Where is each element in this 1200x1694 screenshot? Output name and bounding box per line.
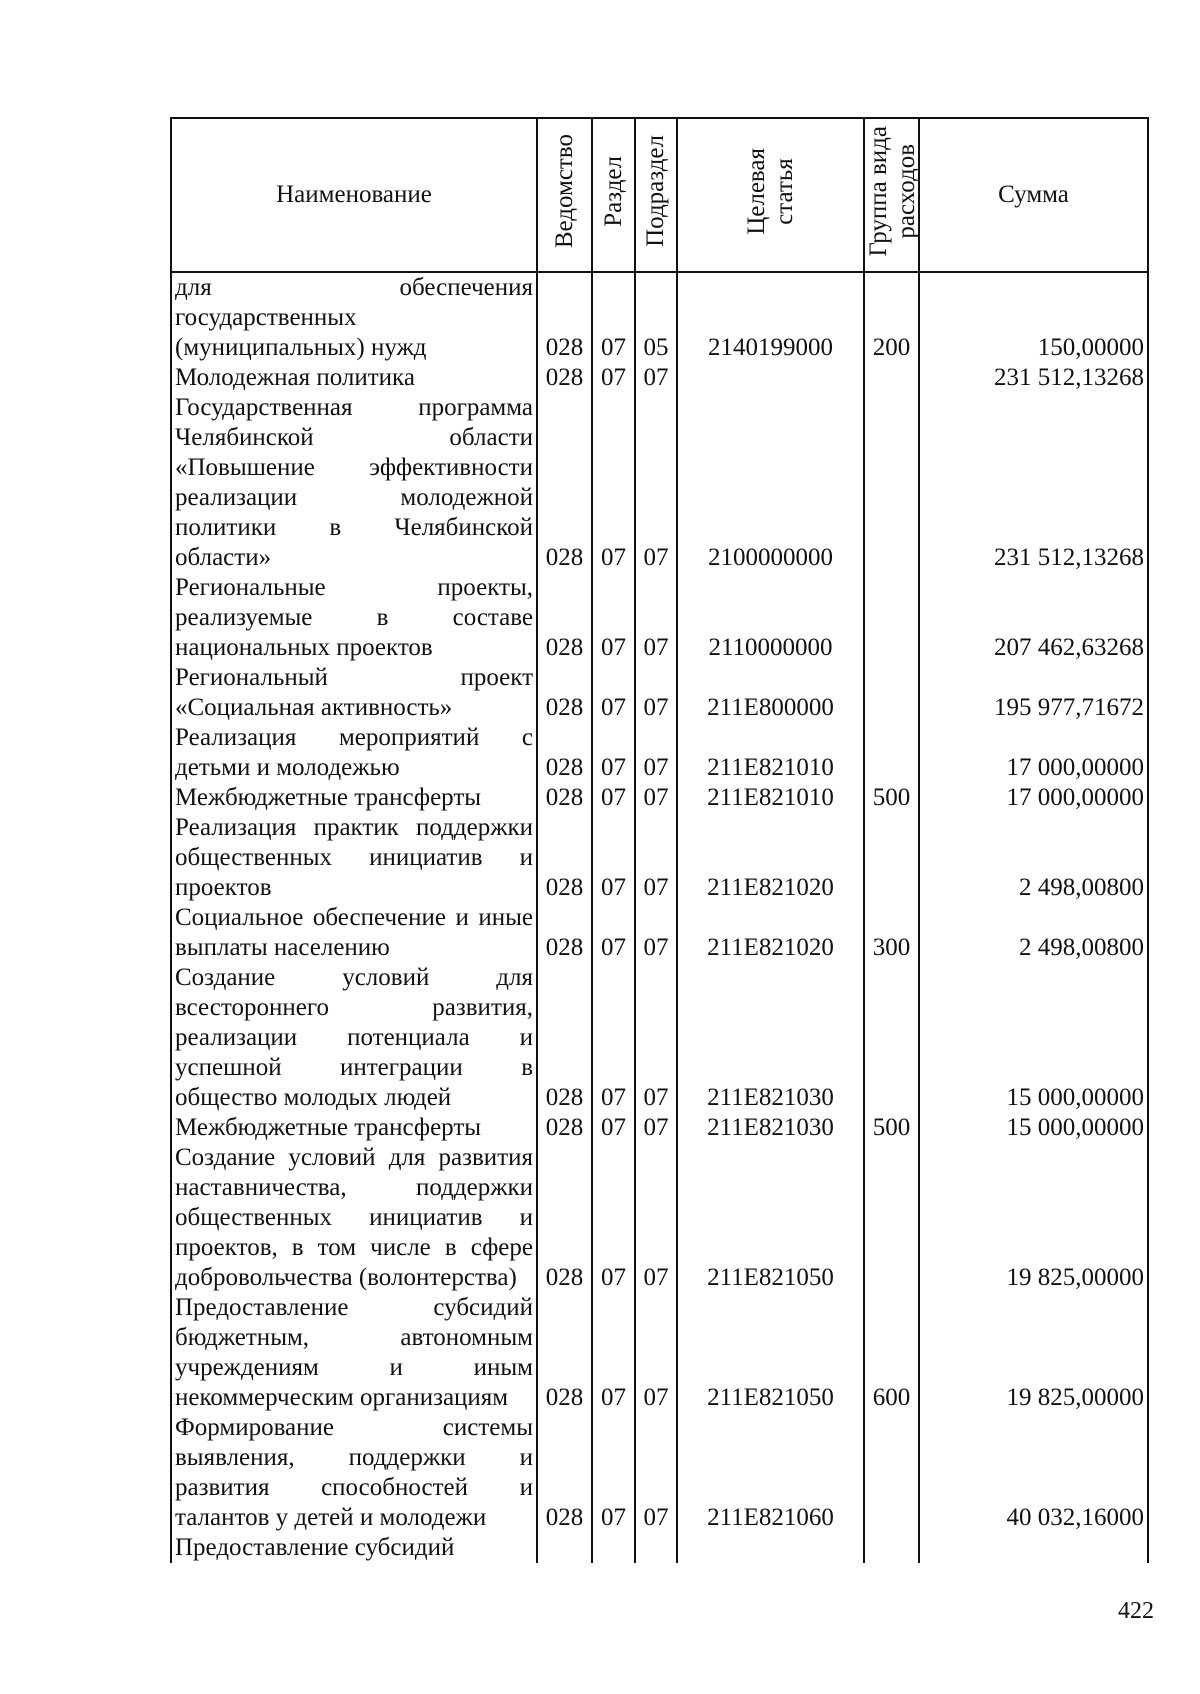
cell-podrazdel: 07	[635, 663, 677, 723]
cell-podrazdel: 07	[635, 1413, 677, 1533]
table-row	[171, 1293, 1148, 1413]
cell-celevaya-statya: 2140199000	[677, 272, 864, 363]
cell-razdel: 07	[592, 1143, 635, 1293]
cell-name: для обеспечения государственных (муниципальных) нужд	[171, 272, 537, 363]
cell-razdel: 07	[592, 963, 635, 1113]
cell-razdel: 07	[592, 363, 635, 393]
table-row	[171, 363, 1148, 393]
header-gruppa-vida-rashodov: Группа вида расходов	[864, 118, 919, 272]
cell-podrazdel: 07	[635, 723, 677, 783]
table-row	[171, 1533, 1148, 1563]
cell-summa: 19 825,00000	[919, 1143, 1148, 1293]
cell-gruppa	[864, 393, 919, 573]
cell-podrazdel: 07	[635, 903, 677, 963]
cell-vedomstvo: 028	[537, 363, 592, 393]
cell-celevaya-statya: 211E821030	[677, 963, 864, 1113]
cell-gruppa	[864, 813, 919, 903]
cell-razdel	[592, 1533, 635, 1563]
table-row	[171, 1143, 1148, 1293]
cell-name: Региональный проект «Социальная активность»	[171, 663, 537, 723]
table-row	[171, 903, 1148, 963]
cell-summa: 15 000,00000	[919, 963, 1148, 1113]
cell-gruppa	[864, 963, 919, 1113]
cell-celevaya-statya: 2110000000	[677, 573, 864, 663]
cell-razdel: 07	[592, 813, 635, 903]
cell-name: Формирование системы выявления, поддержки и развития способностей и талантов у детей и молодежи	[171, 1413, 537, 1533]
table-row	[171, 573, 1148, 663]
cell-celevaya-statya: 211E821010	[677, 783, 864, 813]
cell-celevaya-statya	[677, 1533, 864, 1563]
cell-vedomstvo: 028	[537, 963, 592, 1113]
cell-vedomstvo: 028	[537, 813, 592, 903]
cell-gruppa: 600	[864, 1293, 919, 1413]
cell-summa: 231 512,13268	[919, 393, 1148, 573]
cell-name: Предоставление субсидий бюджетным, автономным учреждениям и иным некоммерческим организациям	[171, 1293, 537, 1413]
cell-name: Региональные проекты, реализуемые в составе национальных проектов	[171, 573, 537, 663]
cell-celevaya-statya: 211E821030	[677, 1113, 864, 1143]
cell-name: Государственная программа Челябинской области «Повышение эффективности реализации молодежной политики в Челябинской области»	[171, 393, 537, 573]
cell-vedomstvo: 028	[537, 573, 592, 663]
table-row	[171, 963, 1148, 1113]
cell-podrazdel: 07	[635, 363, 677, 393]
cell-podrazdel: 07	[635, 783, 677, 813]
cell-podrazdel	[635, 1533, 677, 1563]
cell-name: Межбюджетные трансферты	[171, 1113, 537, 1143]
cell-gruppa: 500	[864, 783, 919, 813]
cell-podrazdel: 07	[635, 1113, 677, 1143]
cell-vedomstvo: 028	[537, 723, 592, 783]
budget-table	[170, 117, 1149, 1563]
cell-vedomstvo: 028	[537, 1293, 592, 1413]
cell-celevaya-statya: 211E821020	[677, 903, 864, 963]
cell-vedomstvo: 028	[537, 903, 592, 963]
cell-summa: 17 000,00000	[919, 783, 1148, 813]
cell-summa: 231 512,13268	[919, 363, 1148, 393]
cell-summa: 40 032,16000	[919, 1413, 1148, 1533]
cell-razdel: 07	[592, 783, 635, 813]
cell-vedomstvo: 028	[537, 783, 592, 813]
cell-summa: 17 000,00000	[919, 723, 1148, 783]
cell-gruppa: 500	[864, 1113, 919, 1143]
table-row	[171, 272, 1148, 363]
cell-celevaya-statya: 2100000000	[677, 393, 864, 573]
cell-name: Реализация практик поддержки общественных инициатив и проектов	[171, 813, 537, 903]
cell-summa	[919, 1533, 1148, 1563]
cell-summa: 195 977,71672	[919, 663, 1148, 723]
cell-gruppa	[864, 1533, 919, 1563]
cell-vedomstvo: 028	[537, 1413, 592, 1533]
table-row	[171, 813, 1148, 903]
cell-summa: 2 498,00800	[919, 813, 1148, 903]
cell-razdel: 07	[592, 1293, 635, 1413]
cell-podrazdel: 07	[635, 1293, 677, 1413]
cell-razdel: 07	[592, 1113, 635, 1143]
cell-podrazdel: 05	[635, 272, 677, 363]
cell-gruppa	[864, 1413, 919, 1533]
cell-name: Межбюджетные трансферты	[171, 783, 537, 813]
cell-name: Реализация мероприятий с детьми и молодежью	[171, 723, 537, 783]
cell-gruppa	[864, 363, 919, 393]
table-row	[171, 1113, 1148, 1143]
cell-podrazdel: 07	[635, 393, 677, 573]
cell-vedomstvo: 028	[537, 1113, 592, 1143]
table-row	[171, 1413, 1148, 1533]
header-vedomstvo: Ведомство	[537, 118, 592, 272]
cell-vedomstvo: 028	[537, 393, 592, 573]
cell-vedomstvo: 028	[537, 272, 592, 363]
cell-name: Предоставление субсидий	[171, 1533, 537, 1563]
header-celevaya-statya: Целевая статья	[677, 118, 864, 272]
cell-gruppa: 300	[864, 903, 919, 963]
cell-podrazdel: 07	[635, 813, 677, 903]
cell-name: Создание условий для развития наставничества, поддержки общественных инициатив и проектов, в том числе в сфере добровольчества (волонтерства)	[171, 1143, 537, 1293]
cell-celevaya-statya: 211E821050	[677, 1293, 864, 1413]
table-body	[171, 272, 1148, 1563]
cell-podrazdel: 07	[635, 573, 677, 663]
cell-celevaya-statya: 211E821020	[677, 813, 864, 903]
cell-summa: 207 462,63268	[919, 573, 1148, 663]
cell-name: Создание условий для всестороннего развития, реализации потенциала и успешной интеграции в общество молодых людей	[171, 963, 537, 1113]
cell-vedomstvo: 028	[537, 1143, 592, 1293]
header-name: Наименование	[171, 118, 537, 272]
cell-celevaya-statya: 211E821050	[677, 1143, 864, 1293]
table-row	[171, 723, 1148, 783]
cell-razdel: 07	[592, 393, 635, 573]
cell-razdel: 07	[592, 573, 635, 663]
cell-celevaya-statya	[677, 363, 864, 393]
header-razdel: Раздел	[592, 118, 635, 272]
cell-gruppa	[864, 663, 919, 723]
cell-summa: 19 825,00000	[919, 1293, 1148, 1413]
table-row	[171, 783, 1148, 813]
cell-razdel: 07	[592, 903, 635, 963]
cell-vedomstvo: 028	[537, 663, 592, 723]
cell-gruppa	[864, 573, 919, 663]
table-row	[171, 393, 1148, 573]
cell-vedomstvo	[537, 1533, 592, 1563]
cell-podrazdel: 07	[635, 963, 677, 1113]
cell-gruppa	[864, 1143, 919, 1293]
cell-razdel: 07	[592, 272, 635, 363]
table-row	[171, 663, 1148, 723]
table-header-row	[171, 118, 1148, 272]
cell-celevaya-statya: 211E821010	[677, 723, 864, 783]
cell-summa: 2 498,00800	[919, 903, 1148, 963]
header-podrazdel: Подраздел	[635, 118, 677, 272]
cell-name: Молодежная политика	[171, 363, 537, 393]
cell-celevaya-statya: 211E800000	[677, 663, 864, 723]
cell-gruppa: 200	[864, 272, 919, 363]
cell-razdel: 07	[592, 723, 635, 783]
cell-razdel: 07	[592, 663, 635, 723]
header-summa: Сумма	[919, 118, 1148, 272]
cell-razdel: 07	[592, 1413, 635, 1533]
page-number: 422	[1118, 1598, 1154, 1624]
cell-summa: 150,00000	[919, 272, 1148, 363]
cell-celevaya-statya: 211E821060	[677, 1413, 864, 1533]
cell-podrazdel: 07	[635, 1143, 677, 1293]
cell-name: Социальное обеспечение и иные выплаты населению	[171, 903, 537, 963]
cell-summa: 15 000,00000	[919, 1113, 1148, 1143]
cell-gruppa	[864, 723, 919, 783]
